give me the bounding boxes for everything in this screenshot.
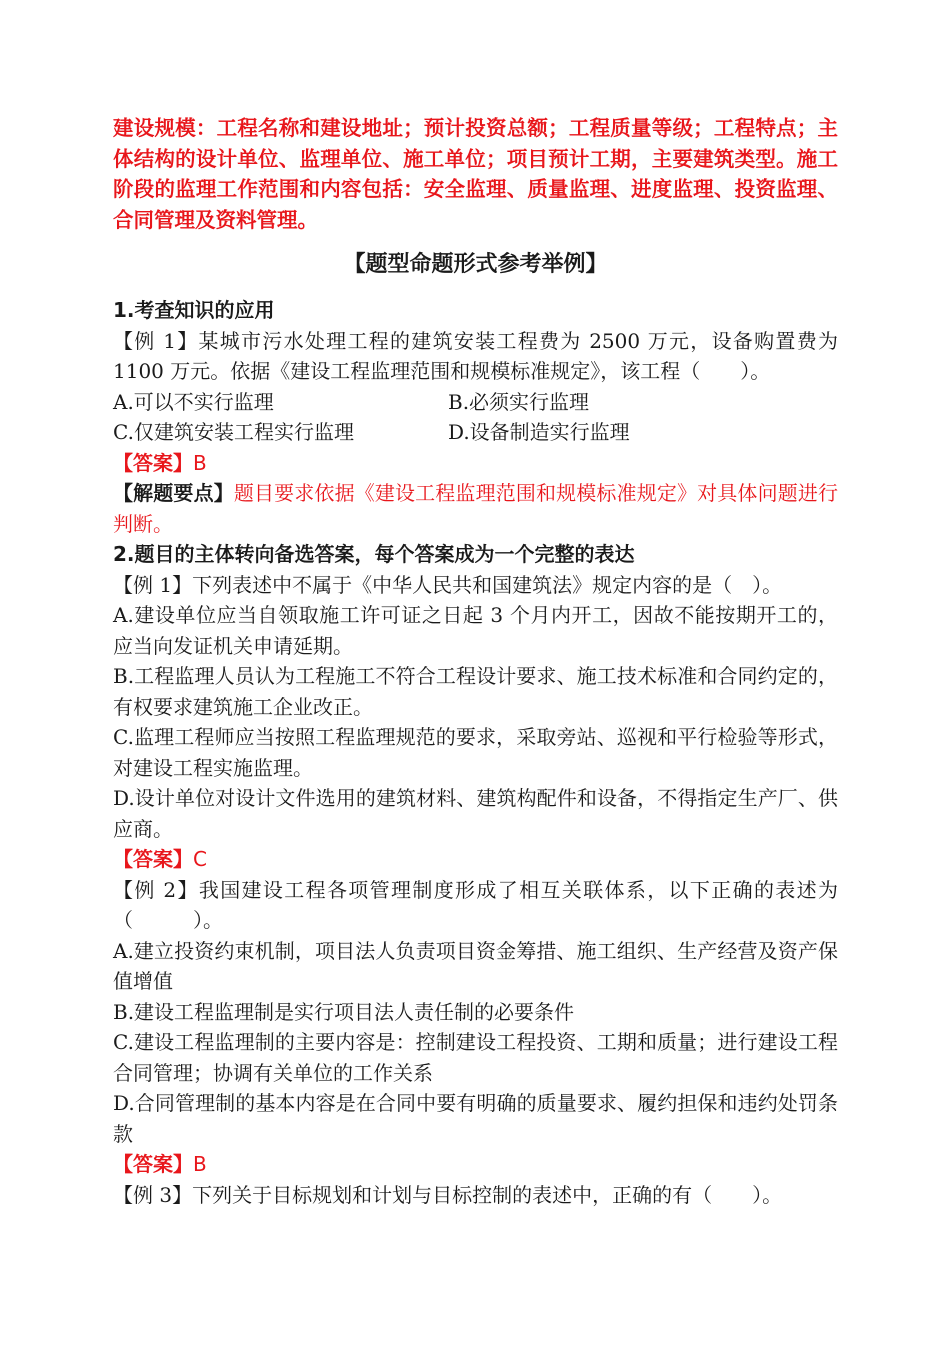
question-text: 下列表述中不属于《中华人民共和国建筑法》规定内容的是（ ）。 [192, 572, 783, 597]
intro-paragraph: 建设规模：工程名称和建设地址；预计投资总额；工程质量等级；工程特点；主体结构的设计单位、监理单位、施工单位；项目预计工期，主要建筑类型。施工阶段的监理工作范围和内容包括：安全监理、质量监理、进度监理、投资监理、合同管理及资料管理。 [113, 116, 838, 232]
option-b: B.工程监理人员认为工程施工不符合工程设计要求、施工技术标准和合同约定的，有权要求建筑施工企业改正。 [113, 664, 838, 719]
option-d: D.合同管理制的基本内容是在合同中要有明确的质量要求、履约担保和违约处罚条款 [113, 1091, 838, 1146]
answer-row [113, 1149, 838, 1180]
option-d: D.设计单位对设计文件选用的建筑材料、建筑构配件和设备，不得指定生产厂、供应商。 [113, 786, 838, 841]
question-2-1 [113, 570, 838, 601]
option-a: A.建设单位应当自领取施工许可证之日起 3 个月内开工，因故不能按期开工的，应当向发证机关申请延期。 [113, 603, 838, 658]
answer-row [113, 844, 838, 875]
answer-value: C [193, 847, 207, 871]
option-c: C.建设工程监理制的主要内容是：控制建设工程投资、工期和质量；进行建设工程合同管理；协调有关单位的工作关系 [113, 1030, 838, 1085]
option-b: B.建设工程监理制是实行项目法人责任制的必要条件 [113, 999, 575, 1024]
option-c: C.仅建筑安装工程实行监理 [113, 420, 354, 444]
option-a: A.可以不实行监理 [113, 389, 274, 414]
key-point-text: 题目要求依据《建设工程监理范围和规模标准规定》对具体问题进行判断。 [113, 481, 839, 536]
question-label: 【例 1】 [113, 572, 193, 597]
option-d: D.设备制造实行监理 [448, 420, 630, 444]
section-1-heading: 1.考查知识的应用 [113, 298, 275, 322]
section-2-heading: 2.题目的主体转向备选答案，每个答案成为一个完整的表达 [113, 542, 635, 566]
option-b: B.必须实行监理 [448, 389, 590, 414]
question-2-2 [113, 875, 838, 936]
question-text: 某城市污水处理工程的建筑安装工程费为 2500 万元，设备购置费为 1100 万元。依据《建设工程监理范围和规模标准规定》，该工程（ ）。 [113, 328, 838, 383]
answer-label: 【答案】 [113, 1152, 193, 1176]
answer-label: 【答案】 [113, 847, 193, 871]
document-page [113, 113, 838, 1210]
key-point-label: 【解题要点】 [113, 481, 234, 505]
question-label: 【例 3】 [113, 1182, 193, 1207]
answer-value: B [193, 450, 207, 475]
question-1-1 [113, 326, 838, 387]
option-a: A.建立投资约束机制，项目法人负责项目资金筹措、施工组织、生产经营及资产保值增值 [113, 938, 838, 993]
answer-label: 【答案】 [113, 450, 193, 475]
question-label: 【例 2】 [113, 877, 199, 902]
question-2-3 [113, 1180, 838, 1211]
key-point-row [113, 478, 838, 539]
question-text: 我国建设工程各项管理制度形成了相互关联体系，以下正确的表述为（ ）。 [113, 877, 838, 932]
option-c: C.监理工程师应当按照工程监理规范的要求，采取旁站、巡视和平行检验等形式，对建设工程实施监理。 [113, 725, 838, 780]
options-grid [113, 387, 838, 448]
answer-value: B [193, 1152, 207, 1176]
section-title: 【题型命题形式参考举例】 [343, 252, 608, 277]
question-text: 下列关于目标规划和计划与目标控制的表述中，正确的有（ ）。 [192, 1182, 783, 1207]
answer-row [113, 448, 838, 479]
question-label: 【例 1】 [113, 328, 199, 353]
